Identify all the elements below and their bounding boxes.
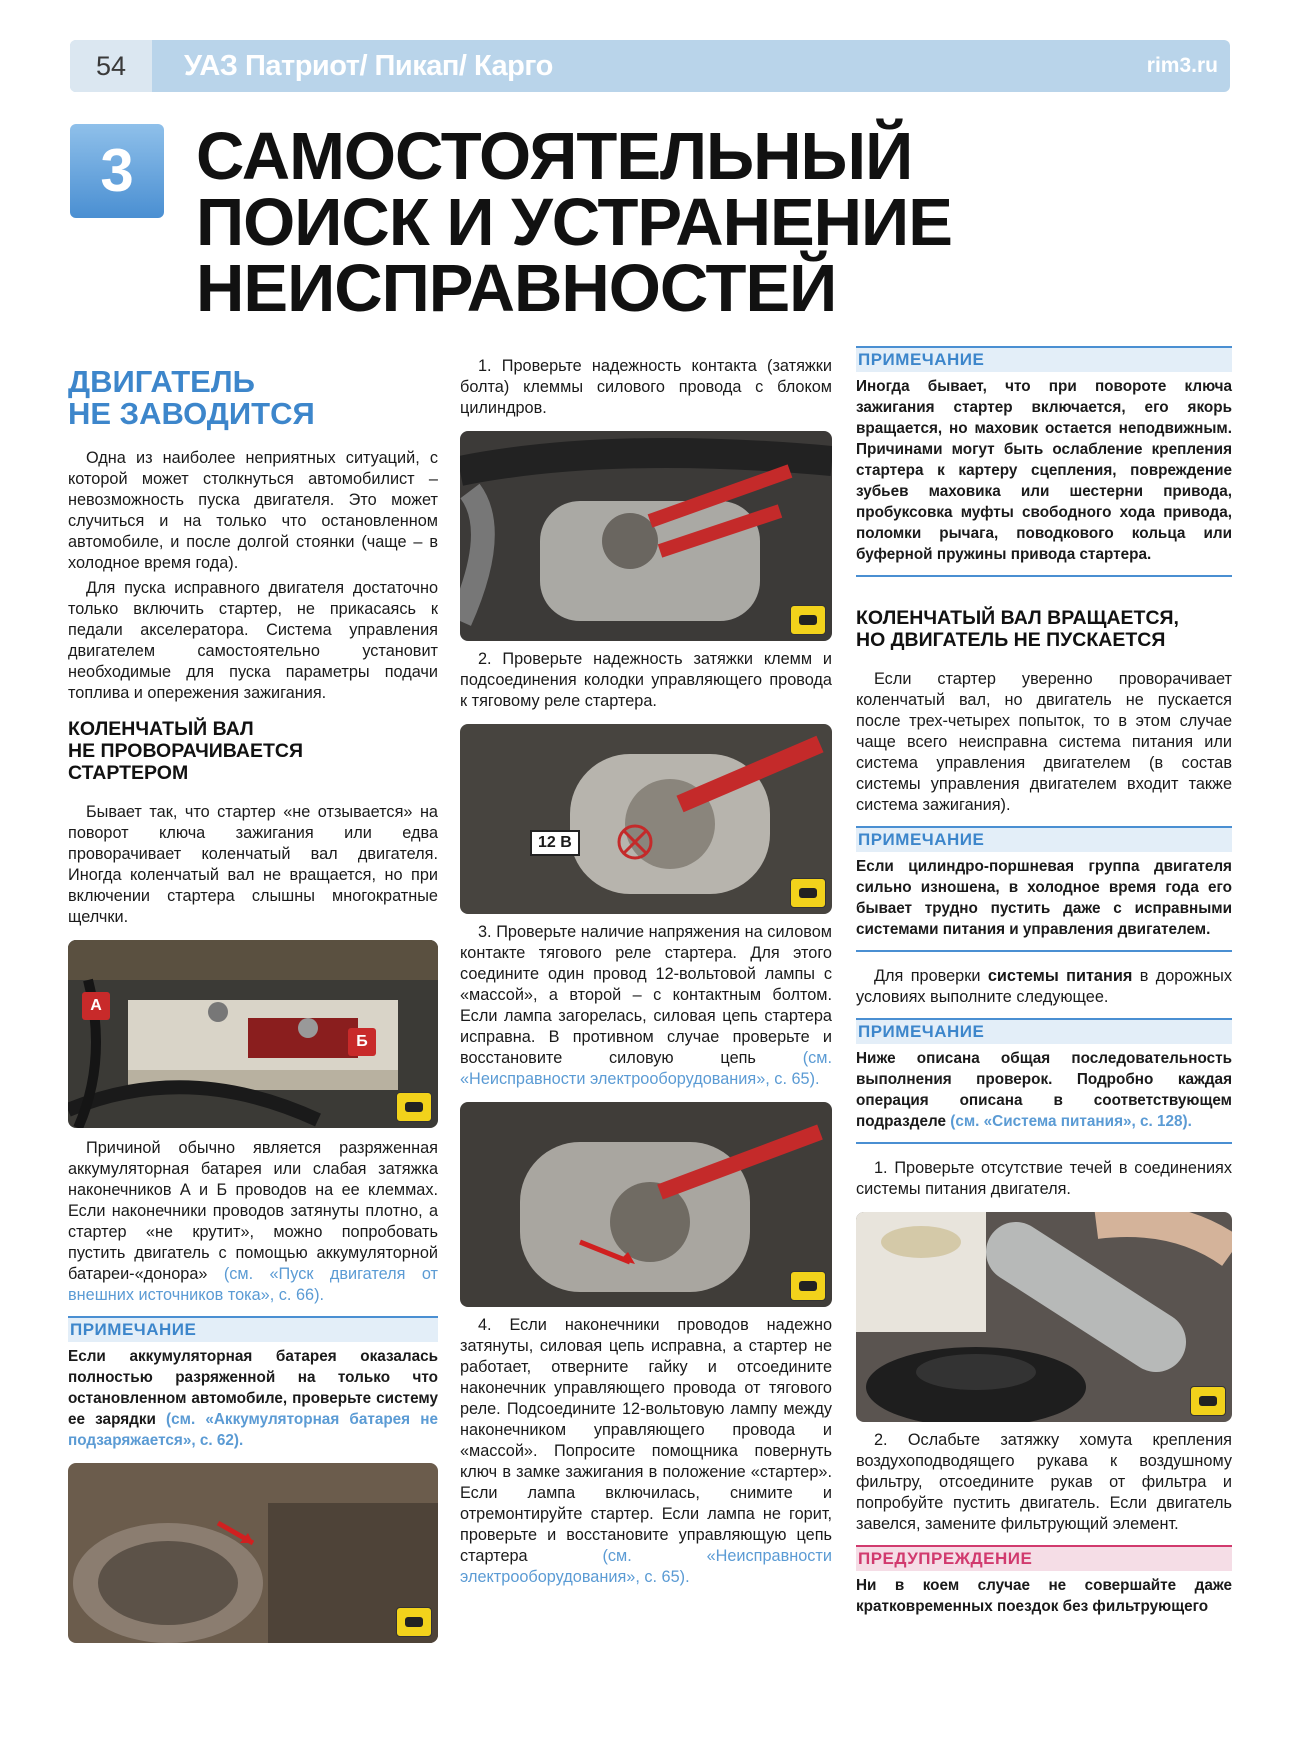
photo-marker-icon — [396, 1092, 432, 1122]
note-heading: ПРИМЕЧАНИЕ — [856, 346, 1232, 372]
note-heading: ПРИМЕЧАНИЕ — [856, 1018, 1232, 1044]
photo-marker-icon — [790, 1271, 826, 1301]
bold-term: системы питания — [987, 967, 1133, 985]
photo-air-filter — [856, 1212, 1232, 1422]
photo-engine-pulley — [68, 1463, 438, 1643]
note-text — [856, 1048, 1232, 1144]
section-title — [68, 366, 438, 430]
label-b: Б — [348, 1028, 376, 1056]
column-3 — [856, 346, 1232, 1617]
cross-reference-link[interactable]: (см. «Неисправности электрооборудования», с. 65). — [460, 1547, 832, 1586]
cross-reference-link[interactable]: (см. «Пуск двигателя от внешних источников тока», с. 66). — [68, 1265, 439, 1304]
step-3-text: 3. Проверьте наличие напряжения на силовом контакте тягового реле стартера. Для этого соедините один провод 12-вольтовой лампы с «массой», а второй – с контактным болтом. Если лампа загорелась, силовая цепь стартера исправна. В противном случае проверьте и восстановите силовую цепь — [460, 923, 832, 1067]
step-4-text: 4. Если наконечники проводов надежно затянуты, силовая цепь исправна, а стартер не работает, отверните гайку и отсоедините наконечник управляющего провода от тягового реле. Подсоедините 12-вольтовую лампу между наконечником управляющего провода и «массой». Попросите помощника повернуть ключ в замке зажигания в положение «стартер». Если лампа включилась, снимите и отремонтируйте стартер. Если лампа не горит, проверьте и восстановите управляющую цепь стартера — [460, 1316, 832, 1565]
chapter-title-line: ПОИСК И УСТРАНЕНИЕ — [196, 185, 952, 260]
column-1 — [68, 360, 438, 1643]
note-text — [68, 1346, 438, 1451]
subsection-title-line: КОЛЕНЧАТЫЙ ВАЛ ВРАЩАЕТСЯ, — [856, 607, 1179, 629]
paragraph-text: Для проверки — [874, 967, 981, 985]
step-4 — [460, 1315, 832, 1588]
warning-text: Ни в коем случае не совершайте даже кратковременных поездок без фильтрующего — [856, 1577, 1232, 1615]
starter-photo-2-illustration — [460, 724, 832, 914]
site-url[interactable]: rim3.ru — [1146, 54, 1218, 77]
book-title: УАЗ Патриот/ Пикап/ Карго — [184, 50, 553, 82]
chapter-number: 3 — [70, 124, 164, 218]
step-1: 1. Проверьте надежность контакта (затяжки болта) клеммы силового провода с блоком цилиндров. — [460, 357, 832, 417]
chapter-title-line: САМОСТОЯТЕЛЬНЫЙ — [196, 119, 913, 194]
battery-photo-illustration — [68, 940, 438, 1128]
starter-photo-3-illustration — [460, 1102, 832, 1307]
subsection-title-line: НЕ ПРОВОРАЧИВАЕТСЯ — [68, 740, 304, 762]
section-title-line: НЕ ЗАВОДИТСЯ — [68, 396, 315, 431]
paragraph-text: Причиной обычно является разряженная аккумуляторная батарея или слабая затяжка наконечников А и Б проводов на ее клеммах. Если наконечники проводов затянуты плотно, а стартер «не крутит», можно попробовать пустить двигатель с помощью аккумуляторной батареи-«донора» — [68, 1139, 438, 1283]
note-text: Иногда бывает, что при повороте ключа зажигания стартер включается, его якорь вращается, но маховик остается неподвижным. Причинами могут быть ослабление крепления стартера к картеру сцепления, повреждение зубьев маховика или шестерни привода, пробуксовка муфты свободного хода привода, поломки рычага, поводкового кольца или буферной пружины привода стартера. — [856, 376, 1232, 577]
photo-marker-icon — [790, 605, 826, 635]
photo-starter-1 — [460, 431, 832, 641]
starter-photo-1-illustration — [460, 431, 832, 641]
subsection-title-line: НО ДВИГАТЕЛЬ НЕ ПУСКАЕТСЯ — [856, 629, 1166, 651]
paragraph: Одна из наиболее неприятных ситуаций, с которой может столкнуться автомобилист – невозможность пуска двигателя. Это может случиться и на только что остановленном автомобиле, и после долгой стоянки (чаще – в холодное время года). — [68, 449, 438, 572]
step-3 — [460, 922, 832, 1090]
note-body-text: Если аккумуляторная батарея оказалась полностью разряженной на только что остановленном автомобиле, проверьте систему ее зарядки — [68, 1348, 438, 1428]
photo-marker-icon — [396, 1607, 432, 1637]
pulley-photo-illustration — [68, 1463, 438, 1643]
voltage-label: 12 В — [530, 830, 580, 856]
label-a: А — [82, 992, 110, 1020]
subsection-title — [68, 718, 438, 784]
paragraph: Если стартер уверенно проворачивает коленчатый вал, но двигатель не пускается после трех-четырех попыток, то в этом случае чаще всего неисправна система питания или система управления двигателем (в состав системы управления двигателем входит также система зажигания). — [856, 670, 1232, 814]
paragraph — [68, 1138, 438, 1306]
note-body-text: Ниже описана общая последовательность выполнения проверок. Подробно каждая операция описана в соответствующем подразделе — [856, 1050, 1232, 1130]
air-filter-photo-illustration — [856, 1212, 1232, 1422]
paragraph: Для пуска исправного двигателя достаточно только включить стартер, не прикасаясь к педали акселератора. Система управления двигателем самостоятельно установит необходимые для пуска параметры подачи топлива и опережения зажигания. — [68, 579, 438, 702]
cross-reference-link[interactable]: (см. «Аккумуляторная батарея не подзаряжается», с. 62). — [68, 1411, 438, 1449]
photo-marker-icon — [790, 878, 826, 908]
subsection-title-line: СТАРТЕРОМ — [68, 762, 189, 784]
paragraph-text: в дорожных условиях выполните следующее. — [856, 967, 1232, 1006]
chapter-title — [196, 119, 1196, 326]
paragraph — [856, 966, 1232, 1008]
warning-heading: ПРЕДУПРЕЖДЕНИЕ — [856, 1545, 1232, 1571]
photo-starter-2 — [460, 724, 832, 914]
subsection-title-line: КОЛЕНЧАТЫЙ ВАЛ — [68, 718, 254, 740]
step-1: 1. Проверьте отсутствие течей в соединениях системы питания двигателя. — [856, 1159, 1232, 1198]
note-heading: ПРИМЕЧАНИЕ — [68, 1316, 438, 1342]
step-2: 2. Ослабьте затяжку хомута крепления воздухоподводящего рукава к воздушному фильтру, отсоедините рукав от фильтра и попробуйте пустить двигатель. Если двигатель завелся, замените фильтрующий элемент. — [856, 1431, 1232, 1533]
photo-marker-icon — [1190, 1386, 1226, 1416]
subsection-title — [856, 607, 1232, 651]
note-heading: ПРИМЕЧАНИЕ — [856, 826, 1232, 852]
photo-starter-3 — [460, 1102, 832, 1307]
cross-reference-link[interactable]: (см. «Система питания», с. 128). — [950, 1113, 1192, 1130]
page-number: 54 — [70, 40, 152, 92]
photo-battery — [68, 940, 438, 1128]
note-text: Если цилиндро-поршневая группа двигателя сильно изношена, в холодное время года его бывает трудно пустить даже с исправными системами питания и управления двигателем. — [856, 856, 1232, 952]
paragraph: Бывает так, что стартер «не отзывается» на поворот ключа зажигания или едва проворачивает коленчатый вал двигателя. Иногда коленчатый вал не вращается, но при включении стартера слышны многократные щелчки. — [68, 803, 438, 926]
cross-reference-link[interactable]: (см. «Неисправности электрооборудования», с. 65). — [460, 1049, 832, 1088]
chapter-title-line: НЕИСПРАВНОСТЕЙ — [196, 251, 837, 326]
column-2 — [460, 352, 832, 1588]
step-2: 2. Проверьте надежность затяжки клемм и подсоединения колодки управляющего провода к тяговому реле стартера. — [460, 650, 832, 710]
section-title-line: ДВИГАТЕЛЬ — [68, 364, 255, 399]
